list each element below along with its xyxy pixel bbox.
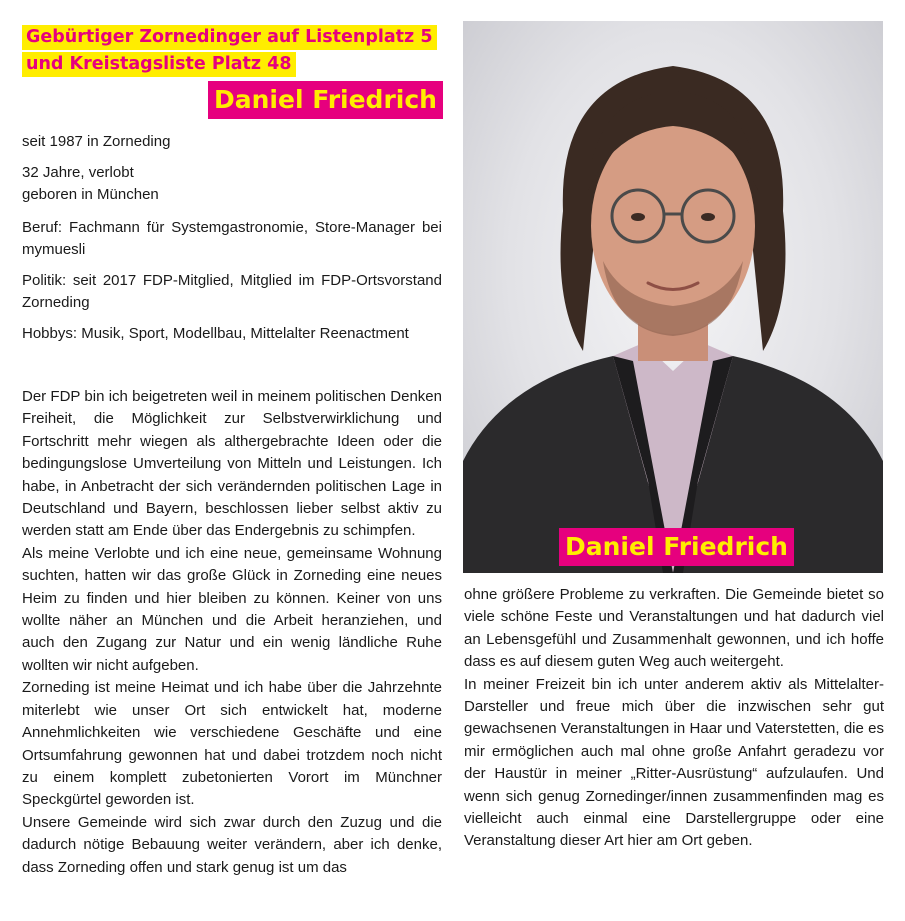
info-job: Beruf: Fachmann für Systemgastronomie, Store-Manager bei mymuesli: [22, 219, 442, 258]
info-age-status: 32 Jahre, verlobt: [22, 164, 134, 181]
info-hobbies: Hobbys: Musik, Sport, Modellbau, Mittelalter Reenactment: [22, 325, 409, 342]
photo-caption-name: Daniel Friedrich: [559, 528, 794, 566]
info-born: geboren in München: [22, 186, 159, 203]
article-paragraph-2: Als meine Verlobte und ich eine neue, gemeinsame Wohnung suchten, hatten wir das große Glück in Zorneding eine neues Heim zu finden und hier bleiben zu können. Keiner von uns wollte näher an München und die Arbeit heranziehen, und auch den Zugang zur Natur und ein wenig ländliche Ruhe wollten wir nicht aufgeben.: [22, 544, 442, 674]
info-since: seit 1987 in Zorneding: [22, 133, 171, 150]
article-paragraph-3: Zorneding ist meine Heimat und ich habe über die Jahrzehnte miterlebt wie unser Ort sich entwickelt hat, moderne Annehmlichkeiten wie verschiedene Geschäfte und eine Ortsumfahrung gewonnen hat und dabei trotzdem noch nicht zu einem komplett zubetonierten Vorort im Münchner Speckgürtel geworden ist.: [22, 679, 442, 809]
headline-line-1: Gebürtiger Zornedinger auf Listenplatz 5: [22, 25, 437, 50]
info-politics: Politik: seit 2017 FDP-Mitglied, Mitglied im FDP-Ortsvorstand Zorneding: [22, 272, 442, 311]
candidate-portrait-photo: [463, 21, 883, 573]
candidate-name-title: Daniel Friedrich: [208, 81, 443, 119]
article-paragraph-4-start: Unsere Gemeinde wird sich zwar durch den Zuzug und die dadurch nötige Bebauung weiter verändern, aber ich denke, dass Zorneding offen und stark genug ist um das: [22, 813, 442, 876]
article-column-right: [464, 584, 884, 853]
article-paragraph-5: In meiner Freizeit bin ich unter anderem aktiv als Mittelalter-Darsteller und freue mich über die inzwischen sehr gut gewachsenen Veranstaltungen in Haar und Vaterstetten, die es mir ermöglichen auch mal ohne große Anfahrt geradezu vor der Haustür in meiner „Ritter-Ausrüstung“ aufzulaufen. Und wenn sich genug Zornedinger/innen zusammenfinden mag es vielleicht auch einmal eine Darstellergruppe oder eine Veranstaltung dieser Art hier am Ort geben.: [464, 675, 884, 850]
article-paragraph-1: Der FDP bin ich beigetreten weil in meinem politischen Denken Freiheit, die Möglichkeit zur Selbstverwirklichung und Fortschritt mehr wiegen als althergebrachte Ideen oder die bedingungslose Umverteilung von Mitteln und Leistungen. Ich habe, in Anbetracht der sich verändernden politischen Lage in Deutschland und Bayern, beschlossen lieber selbst aktiv zu werden statt am Ende über das Endergebnis zu schimpfen.: [22, 388, 442, 540]
article-column-left: [22, 386, 442, 879]
article-paragraph-4-end: ohne größere Probleme zu verkraften. Die Gemeinde bietet so viele schöne Feste und Veranstaltungen und hat dadurch viel an Lebensgefühl und Zusammenhalt gewonnen, und ich hoffe dass es auf diesem guten Weg auch weitergeht.: [464, 586, 884, 671]
portrait-illustration: [463, 21, 883, 573]
headline-line-2: und Kreistagsliste Platz 48: [22, 52, 296, 77]
